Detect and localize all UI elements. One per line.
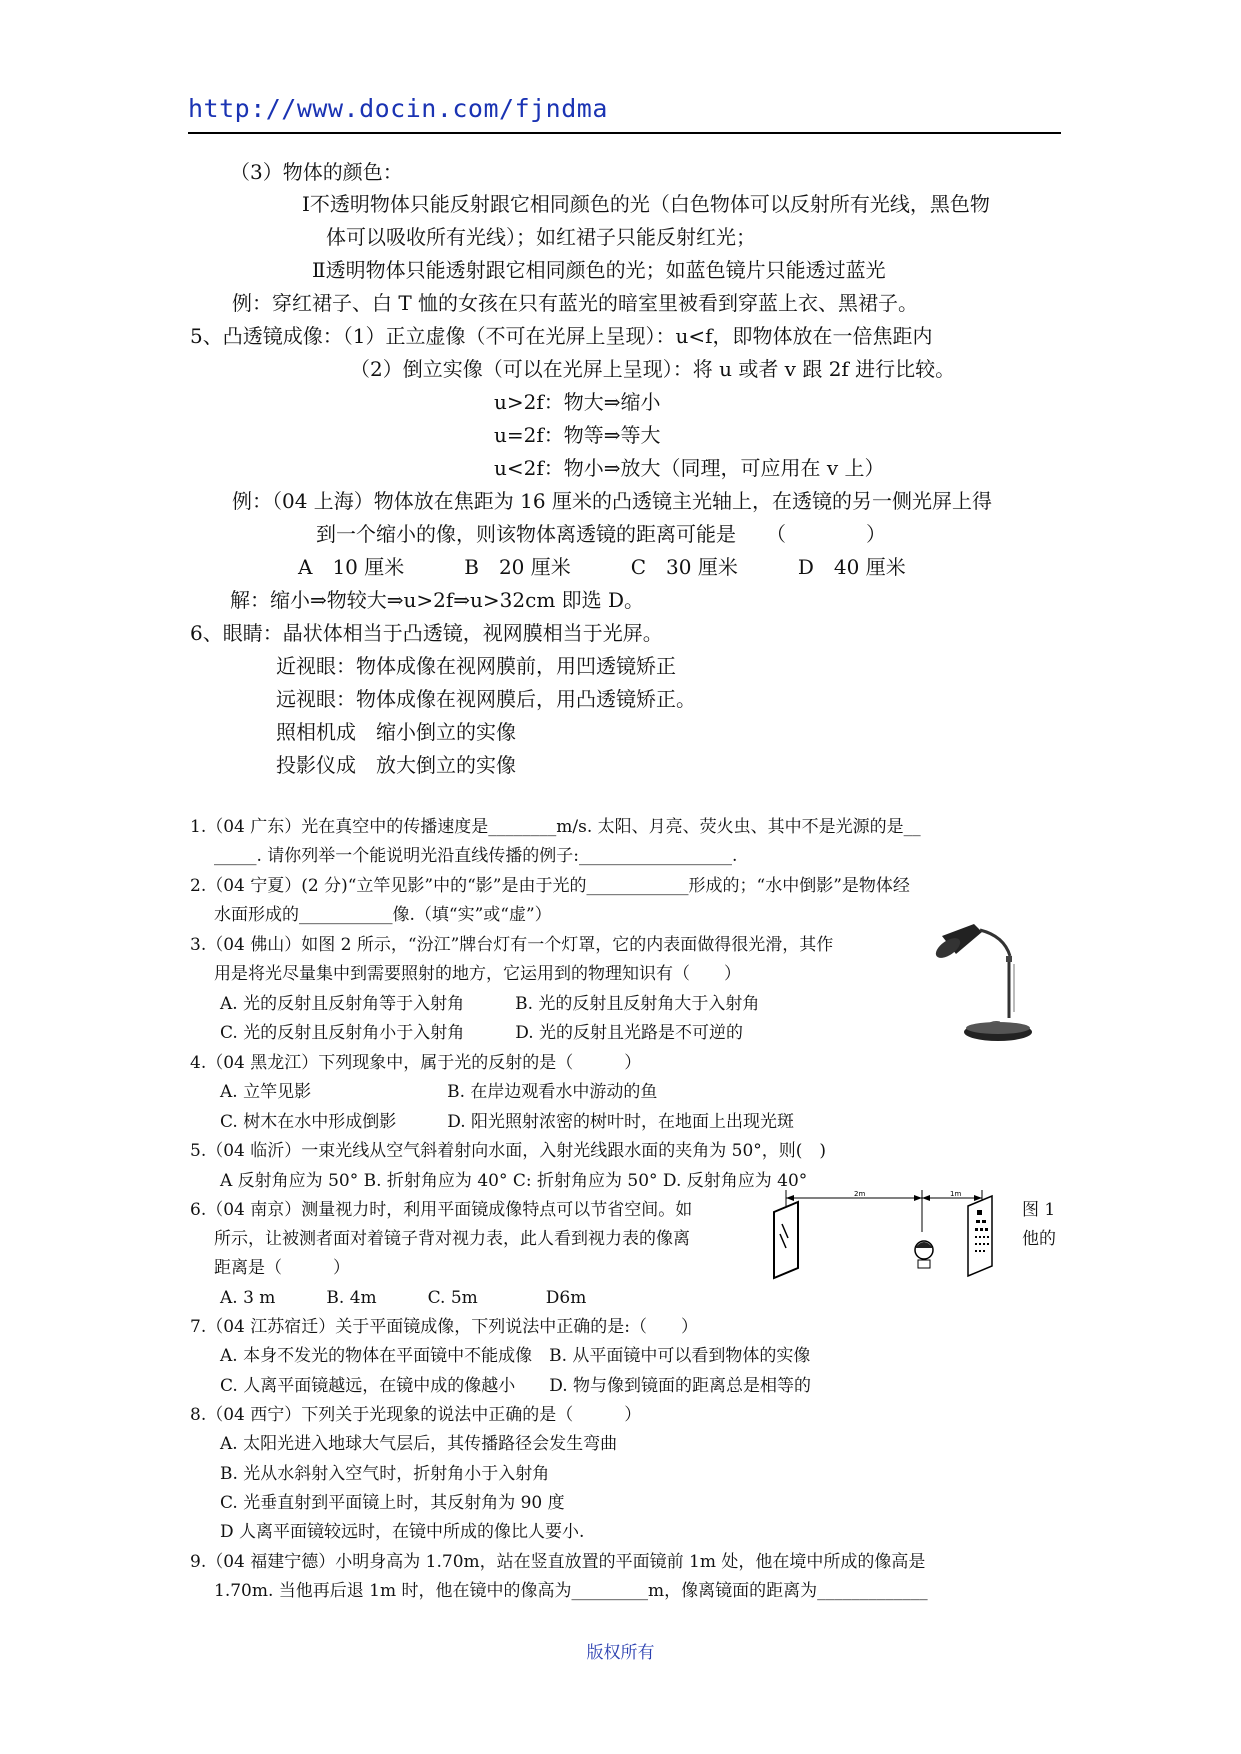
question-4: 4.（04 黑龙江）下列现象中，属于光的反射的是（ ）	[190, 1053, 642, 1073]
eye-item-4: 投影仪成 放大倒立的实像	[276, 753, 516, 777]
lens-case-a: u>2f：物大⇒缩小	[494, 390, 661, 414]
question-8: 8.（04 西宁）下列关于光现象的说法中正确的是（ ）	[190, 1405, 642, 1425]
eye-item-1: 近视眼：物体成像在视网膜前，用凹透镜矫正	[276, 654, 676, 678]
question-9a: 9.（04 福建宁德）小明身高为 1.70m，站在竖直放置的平面镜前 1m 处，他在境中所成的像高是	[190, 1552, 926, 1572]
question-8-option-b: B. 光从水斜射入空气时，折射角小于入射角	[220, 1464, 550, 1484]
question-6c: 距离是（ ）	[214, 1258, 350, 1278]
question-4-options-1: A. 立竿见影 B. 在岸边观看水中游动的鱼	[220, 1082, 658, 1102]
question-1b: _____. 请你列举一个能说明光沿直线传播的例子:__________________.	[214, 846, 738, 866]
eye-item-2: 远视眼：物体成像在视网膜后，用凸透镜矫正。	[276, 687, 696, 711]
color-title: （3）物体的颜色：	[230, 160, 403, 184]
question-3-options-2: C. 光的反射且反射角小于入射角 D. 光的反射且光路是不可逆的	[220, 1023, 744, 1043]
fig1-label-2m: 2m	[854, 1190, 866, 1198]
question-6b: 所示，让被测者面对着镜子背对视力表，此人看到视力表的像离	[214, 1229, 690, 1249]
lens-heading-2: （2）倒立实像（可以在光屏上呈现）：将 u 或者 v 跟 2f 进行比较。	[350, 357, 956, 381]
question-4-options-2: C. 树木在水中形成倒影 D. 阳光照射浓密的树叶时，在地面上出现光斑	[220, 1112, 795, 1132]
question-5: 5.（04 临沂）一束光线从空气斜着射向水面，入射光线跟水面的夹角为 50°，则( )	[190, 1141, 827, 1161]
lens-solution: 解：缩小⇒物较大⇒u>2f⇒u>32cm 即选 D。	[230, 588, 645, 612]
color-item-1a: Ⅰ不透明物体只能反射跟它相同颜色的光（白色物体可以反射所有光线，黑色物	[302, 192, 990, 216]
header-rule	[188, 132, 1061, 134]
question-6a-right: 图 1	[1022, 1200, 1056, 1220]
question-3a: 3.（04 佛山）如图 2 所示，“汾江”牌台灯有一个灯罩，它的内表面做得很光滑，其作	[190, 935, 834, 955]
question-8-option-c: C. 光垂直射到平面镜上时，其反射角为 90 度	[220, 1493, 565, 1513]
lens-example-b: 到一个缩小的像，则该物体离透镜的距离可能是 （ ）	[316, 522, 886, 546]
question-3b: 用是将光尽量集中到需要照射的地方，它运用到的物理知识有（ ）	[214, 964, 741, 984]
color-example: 例：穿红裙子、白 T 恤的女孩在只有蓝光的暗室里被看到穿蓝上衣、黑裙子。	[232, 291, 919, 315]
question-8-option-d: D 人离平面镜较远时，在镜中所成的像比人要小.	[220, 1522, 585, 1542]
question-7-options-1: A. 本身不发光的物体在平面镜中不能成像 B. 从平面镜中可以看到物体的实像	[220, 1346, 811, 1366]
question-7-options-2: C. 人离平面镜越远，在镜中成的像越小 D. 物与像到镜面的距离总是相等的	[220, 1376, 812, 1396]
question-7: 7.（04 江苏宿迁）关于平面镜成像，下列说法中正确的是:（ ）	[190, 1317, 698, 1337]
question-5-options: A 反射角应为 50° B. 折射角应为 40° C: 折射角应为 50° D. 反射角应为 40°	[220, 1171, 808, 1191]
footer-copyright: 版权所有	[586, 1643, 655, 1663]
lens-example-a: 例：（04 上海）物体放在焦距为 16 厘米的凸透镜主光轴上，在透镜的另一侧光屏上得	[232, 489, 992, 513]
question-2a: 2.（04 宁夏）(2 分)“立竿见影”中的“影”是由于光的____________形成的；“水中倒影”是物体经	[190, 876, 910, 896]
question-8-option-a: A. 太阳光进入地球大气层后，其传播路径会发生弯曲	[220, 1434, 618, 1454]
question-6-options: A. 3 m B. 4m C. 5m D6m	[220, 1288, 587, 1308]
header-url[interactable]: http://www.docin.com/fjndma	[188, 94, 608, 123]
eye-item-3: 照相机成 缩小倒立的实像	[276, 720, 516, 744]
desk-lamp-figure	[934, 922, 1046, 1046]
question-6b-right: 他的	[1022, 1229, 1056, 1249]
question-6a: 6.（04 南京）测量视力时，利用平面镜成像特点可以节省空间。如	[190, 1200, 693, 1220]
color-item-1b: 体可以吸收所有光线）；如红裙子只能反射红光；	[326, 225, 756, 249]
question-1a: 1.（04 广东）光在真空中的传播速度是________m/s. 太阳、月亮、荧火虫、其中不是光源的是__	[190, 817, 921, 837]
fig1-label-1m: 1m	[950, 1190, 962, 1198]
question-2b: 水面形成的___________像.（填“实”或“虚”）	[214, 905, 552, 925]
lens-case-c: u<2f：物小⇒放大（同理，可应用在 v 上）	[494, 456, 885, 480]
eye-title: 6、眼睛：晶状体相当于凸透镜，视网膜相当于光屏。	[190, 621, 663, 645]
question-9b: 1.70m. 当他再后退 1m 时，他在镜中的像高为_________m，像离镜面的距离为_____________	[214, 1581, 928, 1601]
lens-case-b: u=2f：物等⇒等大	[494, 423, 661, 447]
lens-options: A 10 厘米 B 20 厘米 C 30 厘米 D 40 厘米	[298, 555, 906, 579]
lens-heading-1: 5、凸透镜成像：（1）正立虚像（不可在光屏上呈现）：u<f，即物体放在一倍焦距内	[190, 324, 933, 348]
vision-test-figure	[772, 1188, 1004, 1282]
question-3-options-1: A. 光的反射且反射角等于入射角 B. 光的反射且反射角大于入射角	[220, 994, 760, 1014]
color-item-2: Ⅱ透明物体只能透射跟它相同颜色的光；如蓝色镜片只能透过蓝光	[312, 258, 886, 282]
